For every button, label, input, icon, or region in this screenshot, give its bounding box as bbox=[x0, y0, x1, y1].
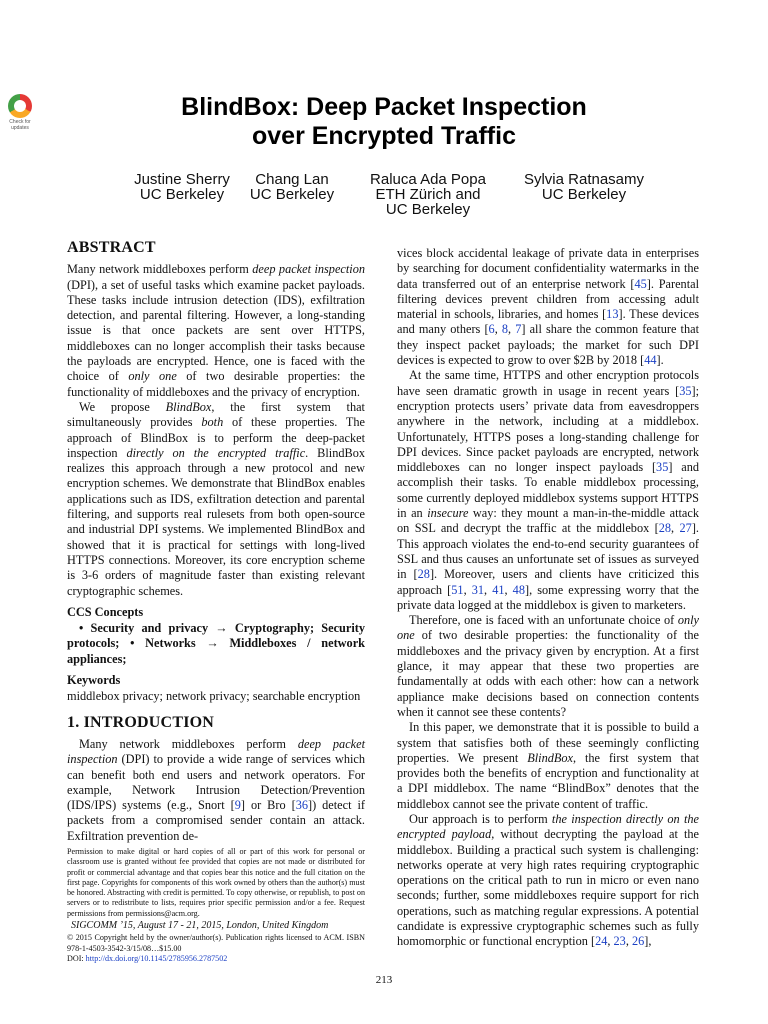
author-name: Raluca Ada Popa bbox=[370, 171, 486, 188]
page-number: 213 bbox=[375, 974, 393, 986]
permission-block bbox=[67, 847, 365, 964]
doi-line bbox=[67, 954, 365, 964]
author-affiliation: ETH Zürich and bbox=[375, 186, 481, 203]
author-name: Chang Lan bbox=[255, 171, 329, 188]
conference-line: SIGCOMM ’15, August 17 - 21, 2015, London, United Kingdom bbox=[71, 920, 329, 932]
author-4 bbox=[512, 172, 656, 202]
author-3 bbox=[358, 172, 498, 217]
title-line-1: BlindBox: Deep Packet Inspection bbox=[181, 93, 587, 121]
copyright-text: © 2015 Copyright held by the owner/author(s). Publication rights licensed to ACM. ISBN 978-1-4503-3542-3/15/08…$15.00 bbox=[67, 933, 365, 953]
abstract-heading: ABSTRACT bbox=[67, 239, 156, 256]
ccs-heading: CCS Concepts bbox=[67, 604, 144, 619]
intro-paragraph-1-cont: vices block accidental leakage of private data in enterprises by searching for document confidentiality watermarks in the data transferred out of an enterprise network [45]. Parental filtering devices prevent children from accessing adult material in schools, libraries, and homes [13]. These devices and many others [6, 8, 7] all share the common feature that they inspect packet payloads; the market for such DPI devices is expected to grow to over $2B by 2018 [44]. bbox=[397, 246, 699, 368]
author-name: Sylvia Ratnasamy bbox=[523, 171, 645, 188]
abstract-paragraph-1: Many network middleboxes perform deep packet inspection (DPI), a set of useful tasks which examine packet payloads. These tasks include intrusion detection (IDS), exfiltration detection, and parental filtering. However, a long-standing issue is that once packets are sent over HTTPS, middleboxes can no longer accomplish their tasks because the payloads are encrypted. Hence, one is faced with the choice of only one of two desirable properties: the functionality of middleboxes and the privacy of encryption. bbox=[67, 262, 365, 399]
permission-text: Permission to make digital or hard copies of all or part of this work for personal or classroom use is granted without fee provided that copies are not made or distributed for profit or commercial advantage and that copies bear this notice and the full citation on the first page. Copyrights for components of this work owned by others than the author(s) must be honored. Abstracting with credit is permitted. To copy otherwise, or republish, to post on servers or to redistribute to lists, requires prior specific permission and/or a fee. Request permissions from permissions@acm.org. bbox=[67, 846, 365, 918]
author-1 bbox=[112, 172, 252, 202]
intro-paragraph-2: At the same time, HTTPS and other encryption protocols have seen dramatic growth in usage in recent years [35]; encryption protects users’ private data from eavesdroppers anywhere in the network, including at a middlebox. Unfortunately, HTTPS poses a long-standing challenge for DPI devices. Since packet payloads are encrypted, network middleboxes can no longer inspect payloads [35] and accomplish their tasks. To enable middlebox processing, some currently deployed middlebox systems support HTTPS in an insecure way: they mount a man-in-the-middle attack on SSL and decrypt the traffic at the middlebox [28, 27]. This approach violates the end-to-end security guarantees of SSL and thus causes an unfortunate set of issues as surveyed in [28]. Moreover, users and clients have criticized this approach [51, 31, 41, 48], some expressing worry that the private data logged at the middlebox is given to marketers. bbox=[397, 368, 699, 612]
intro-paragraph-3: Therefore, one is faced with an unfortunate choice of only one of two desirable properties: the functionality of the middleboxes and the privacy given by encryption. At a first glance, it may appear that these two properties are fundamentally at odds with each other: how can a network appliance make decisions based on connection contents when it cannot see these contents? bbox=[397, 613, 699, 719]
intro-paragraph-4: In this paper, we demonstrate that it is possible to build a system that satisfies both of these seemingly conflicting properties. We present BlindBox, the first system that provides both the benefits of encryption and functionality at a DPI middlebox. The name “BlindBox” denotes that the middlebox cannot see the private content of traffic. bbox=[397, 720, 699, 811]
author-affiliation-2: UC Berkeley bbox=[385, 201, 471, 218]
keywords-text: middlebox privacy; network privacy; searchable encryption bbox=[67, 689, 361, 704]
right-column bbox=[397, 246, 699, 950]
author-affiliation: UC Berkeley bbox=[541, 186, 627, 203]
ccs-concepts: • Security and privacy → Cryptography; Security protocols; • Networks → Middleboxes / network appliances; bbox=[67, 621, 365, 666]
doi-link[interactable]: http://dx.doi.org/10.1145/2785956.2787502 bbox=[85, 953, 228, 963]
intro-paragraph-5: Our approach is to perform the inspection directly on the encrypted payload, without decrypting the payload at the middlebox. Building a practical such system is challenging: networks operate at very high rates requiring cryptographic operations on the critical path to run in micro or even nano seconds; further, some middleboxes require support for rich operations, such as matching regular expressions. A potential candidate is expressive cryptographic schemes such as fully homomorphic or functional encryption [24, 23, 26], bbox=[397, 811, 700, 949]
left-column bbox=[67, 240, 365, 964]
paper-title bbox=[0, 93, 768, 151]
author-affiliation: UC Berkeley bbox=[139, 186, 225, 203]
keywords-heading: Keywords bbox=[67, 673, 121, 688]
doi-label: DOI: bbox=[67, 953, 84, 963]
author-name: Justine Sherry bbox=[134, 171, 230, 188]
check-for-updates-label: Check for updates bbox=[9, 119, 31, 131]
author-2 bbox=[232, 172, 352, 202]
intro-heading: 1. INTRODUCTION bbox=[67, 713, 215, 731]
intro-paragraph-1: Many network middleboxes perform deep packet inspection (DPI) to provide a wide range of services which can benefit both end users and network operators. For example, Network Intrusion Detection/Prevention (IDS/IPS) systems (e.g., Snort [9] or Bro [36]) detect if packets from a compromised sender contain an attack. Exfiltration prevention de- bbox=[67, 736, 365, 843]
abstract-paragraph-2: We propose BlindBox, the first system that simultaneously provides both of these properties. The approach of BlindBox is to perform the deep-packet inspection directly on the encrypted traffic. BlindBox realizes this approach through a new protocol and new encryption schemes. We demonstrate that BlindBox enables applications such as IDS, exfiltration detection and parental filtering, and supports real rulesets from both open-source and industrial DPI systems. We implemented BlindBox and showed that it is practical for settings with long-lived HTTPS connections. Moreover, its core encryption scheme is 3-6 orders of magnitude faster than existing relevant cryptographic schemes. bbox=[67, 399, 365, 598]
title-line-2: over Encrypted Traffic bbox=[252, 122, 516, 150]
author-affiliation: UC Berkeley bbox=[249, 186, 335, 203]
